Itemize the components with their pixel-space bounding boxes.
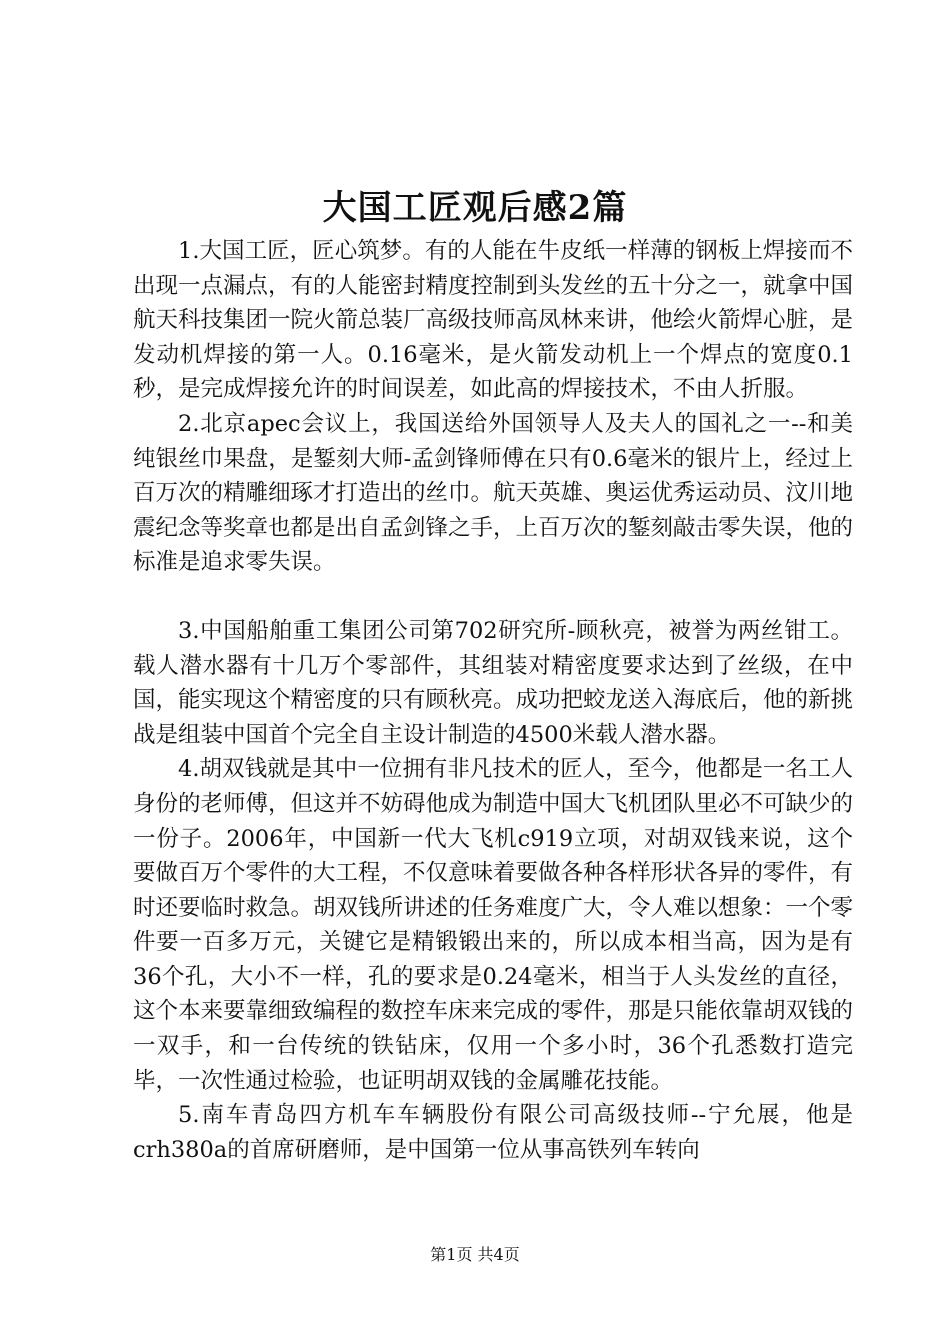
page-number-footer: 第1页 共4页	[430, 1245, 520, 1264]
document-body	[133, 234, 853, 1167]
paragraph-gap	[133, 580, 853, 614]
paragraph-1: 1.大国工匠，匠心筑梦。有的人能在牛皮纸一样薄的钢板上焊接而不出现一点漏点，有的人能密封精度控制到头发丝的五十分之一，就拿中国航天科技集团一院火箭总装厂高级技师高凤林来讲，他绘火箭焊心脏，是发动机焊接的第一人。0.16毫米，是火箭发动机上一个焊点的宽度0.1秒，是完成焊接允许的时间误差，如此高的焊接技术，不由人折服。	[133, 238, 854, 403]
paragraph-3: 3.中国船舶重工集团公司第702研究所-顾秋亮，被誉为两丝钳工。载人潜水器有十几万个零部件，其组装对精密度要求达到了丝级，在中国，能实现这个精密度的只有顾秋亮。成功把蛟龙送入海底后，他的新挑战是组装中国首个完全自主设计制造的4500米载人潜水器。	[133, 617, 854, 748]
paragraph-5: 5.南车青岛四方机车车辆股份有限公司高级技师--宁允展，他是crh380a的首席研磨师，是中国第一位从事高铁列车转向	[133, 1102, 853, 1163]
paragraph-2: 2.北京apec会议上，我国送给外国领导人及夫人的国礼之一--和美纯银丝巾果盘，是錾刻大师-孟剑锋师傅在只有0.6毫米的银片上，经过上百万次的精雕细琢才打造出的丝巾。航天英雄、奥运优秀运动员、汶川地震纪念等奖章也都是出自孟剑锋之手，上百万次的錾刻敲击零失误，他的标准是追求零失误。	[133, 410, 854, 576]
paragraph-4: 4.胡双钱就是其中一位拥有非凡技术的匠人，至今，他都是一名工人身份的老师傅，但这并不妨碍他成为制造中国大飞机团队里必不可缺少的一份子。2006年，中国新一代大飞机c919立项，对胡双钱来说，这个要做百万个零件的大工程，不仅意味着要做各种各样形状各异的零件，有时还要临时救急。胡双钱所讲述的任务难度广大，令人难以想象：一个零件要一百多万元，关键它是精锻锻出来的，所以成本相当高，因为是有36个孔，大小不一样，孔的要求是0.24毫米，相当于人头发丝的直径，这个本来要靠细致编程的数控车床来完成的零件，那是只能依靠胡双钱的一双手，和一台传统的铁钻床，仅用一个多小时，36个孔悉数打造完毕，一次性通过检验，也证明胡双钱的金属雕花技能。	[133, 756, 854, 1094]
document-title: 大国工匠观后感2篇	[322, 188, 628, 228]
